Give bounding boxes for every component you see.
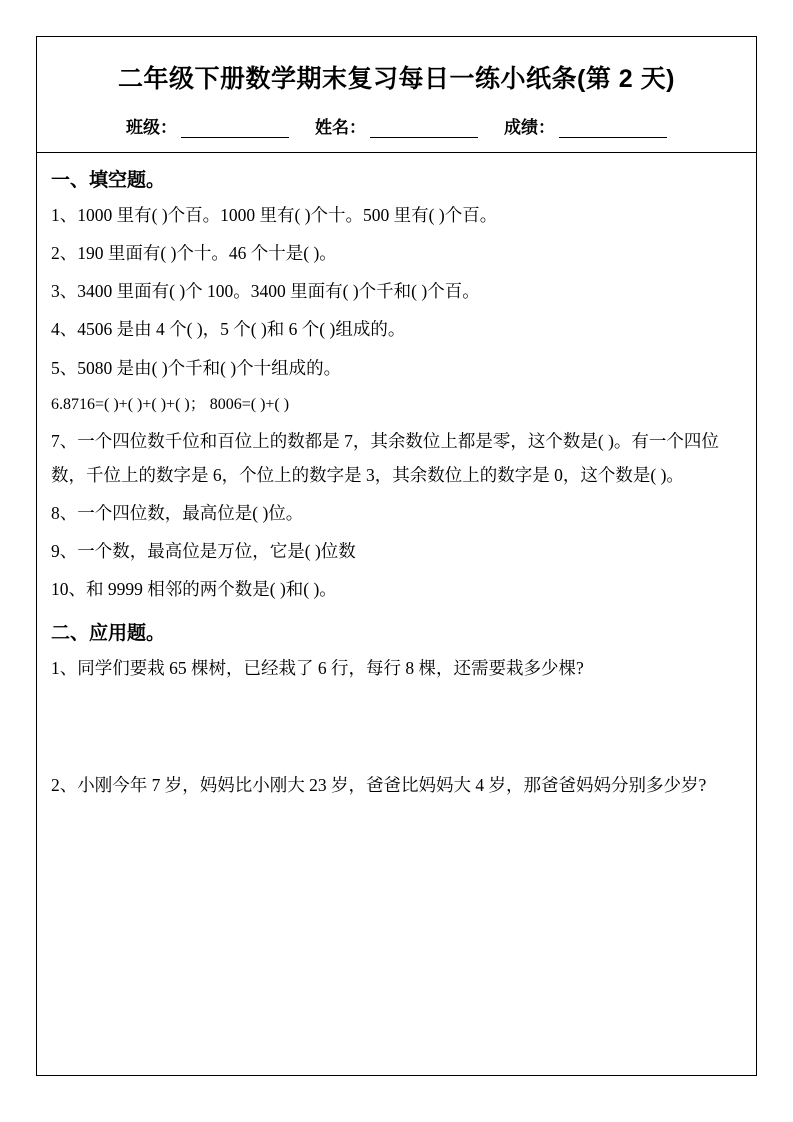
header-divider: [37, 152, 756, 153]
score-blank[interactable]: [559, 121, 667, 138]
worksheet-border: [36, 36, 757, 1076]
class-blank[interactable]: [181, 121, 289, 138]
section-heading-word-problems: 二、应用题。: [51, 623, 166, 645]
question-item: 9、一个数，最高位是万位，它是( )位数: [51, 541, 356, 562]
section-heading-fill-in-blanks: 一、填空题。: [51, 170, 166, 191]
name-field[interactable]: [315, 113, 478, 138]
question-item: 1、同学们要栽 65 棵树，已经栽了 6 行，每行 8 棵，还需要栽多少棵?: [51, 658, 584, 679]
question-item: 6.8716=( )+( )+( )+( )； 8006=( )+( ): [51, 395, 290, 413]
question-item: 7、一个四位数千位和百位上的数都是 7，其余数位上都是零，这个数是( )。有一个四位数，千位上的数字是 6，个位上的数字是 3，其余数位上的数字是 0，这个数是( )。: [51, 430, 719, 485]
class-field[interactable]: [126, 113, 289, 138]
question-item: 3、3400 里面有( )个 100。3400 里面有( )个千和( )个百。: [51, 281, 480, 302]
student-info-row: [37, 113, 756, 138]
score-label: 成绩：: [504, 118, 555, 137]
score-field[interactable]: [504, 113, 667, 138]
answer-space[interactable]: [51, 690, 742, 768]
question-item: 10、和 9999 相邻的两个数是( )和( )。: [51, 579, 337, 600]
question-item: 8、一个四位数，最高位是( )位。: [51, 503, 304, 524]
name-label: 姓名：: [315, 118, 366, 137]
page-title: 二年级下册数学期末复习每日一练小纸条(第 2 天): [118, 65, 675, 93]
name-blank[interactable]: [370, 121, 478, 138]
class-label: 班级：: [126, 118, 177, 137]
question-item: 4、4506 是由 4 个( )，5 个( )和 6 个( )组成的。: [51, 319, 406, 340]
question-item: 5、5080 是由( )个千和( )个十组成的。: [51, 357, 342, 378]
question-item: 2、190 里面有( )个十。46 个十是( )。: [51, 243, 337, 264]
answer-space[interactable]: [51, 806, 742, 926]
worksheet-body: [37, 165, 756, 926]
question-item: 2、小刚今年 7 岁，妈妈比小刚大 23 岁，爸爸比妈妈大 4 岁，那爸爸妈妈分别多少岁?: [51, 774, 707, 795]
question-item: 1、1000 里有( )个百。1000 里有( )个十。500 里有( )个百。: [51, 205, 498, 225]
